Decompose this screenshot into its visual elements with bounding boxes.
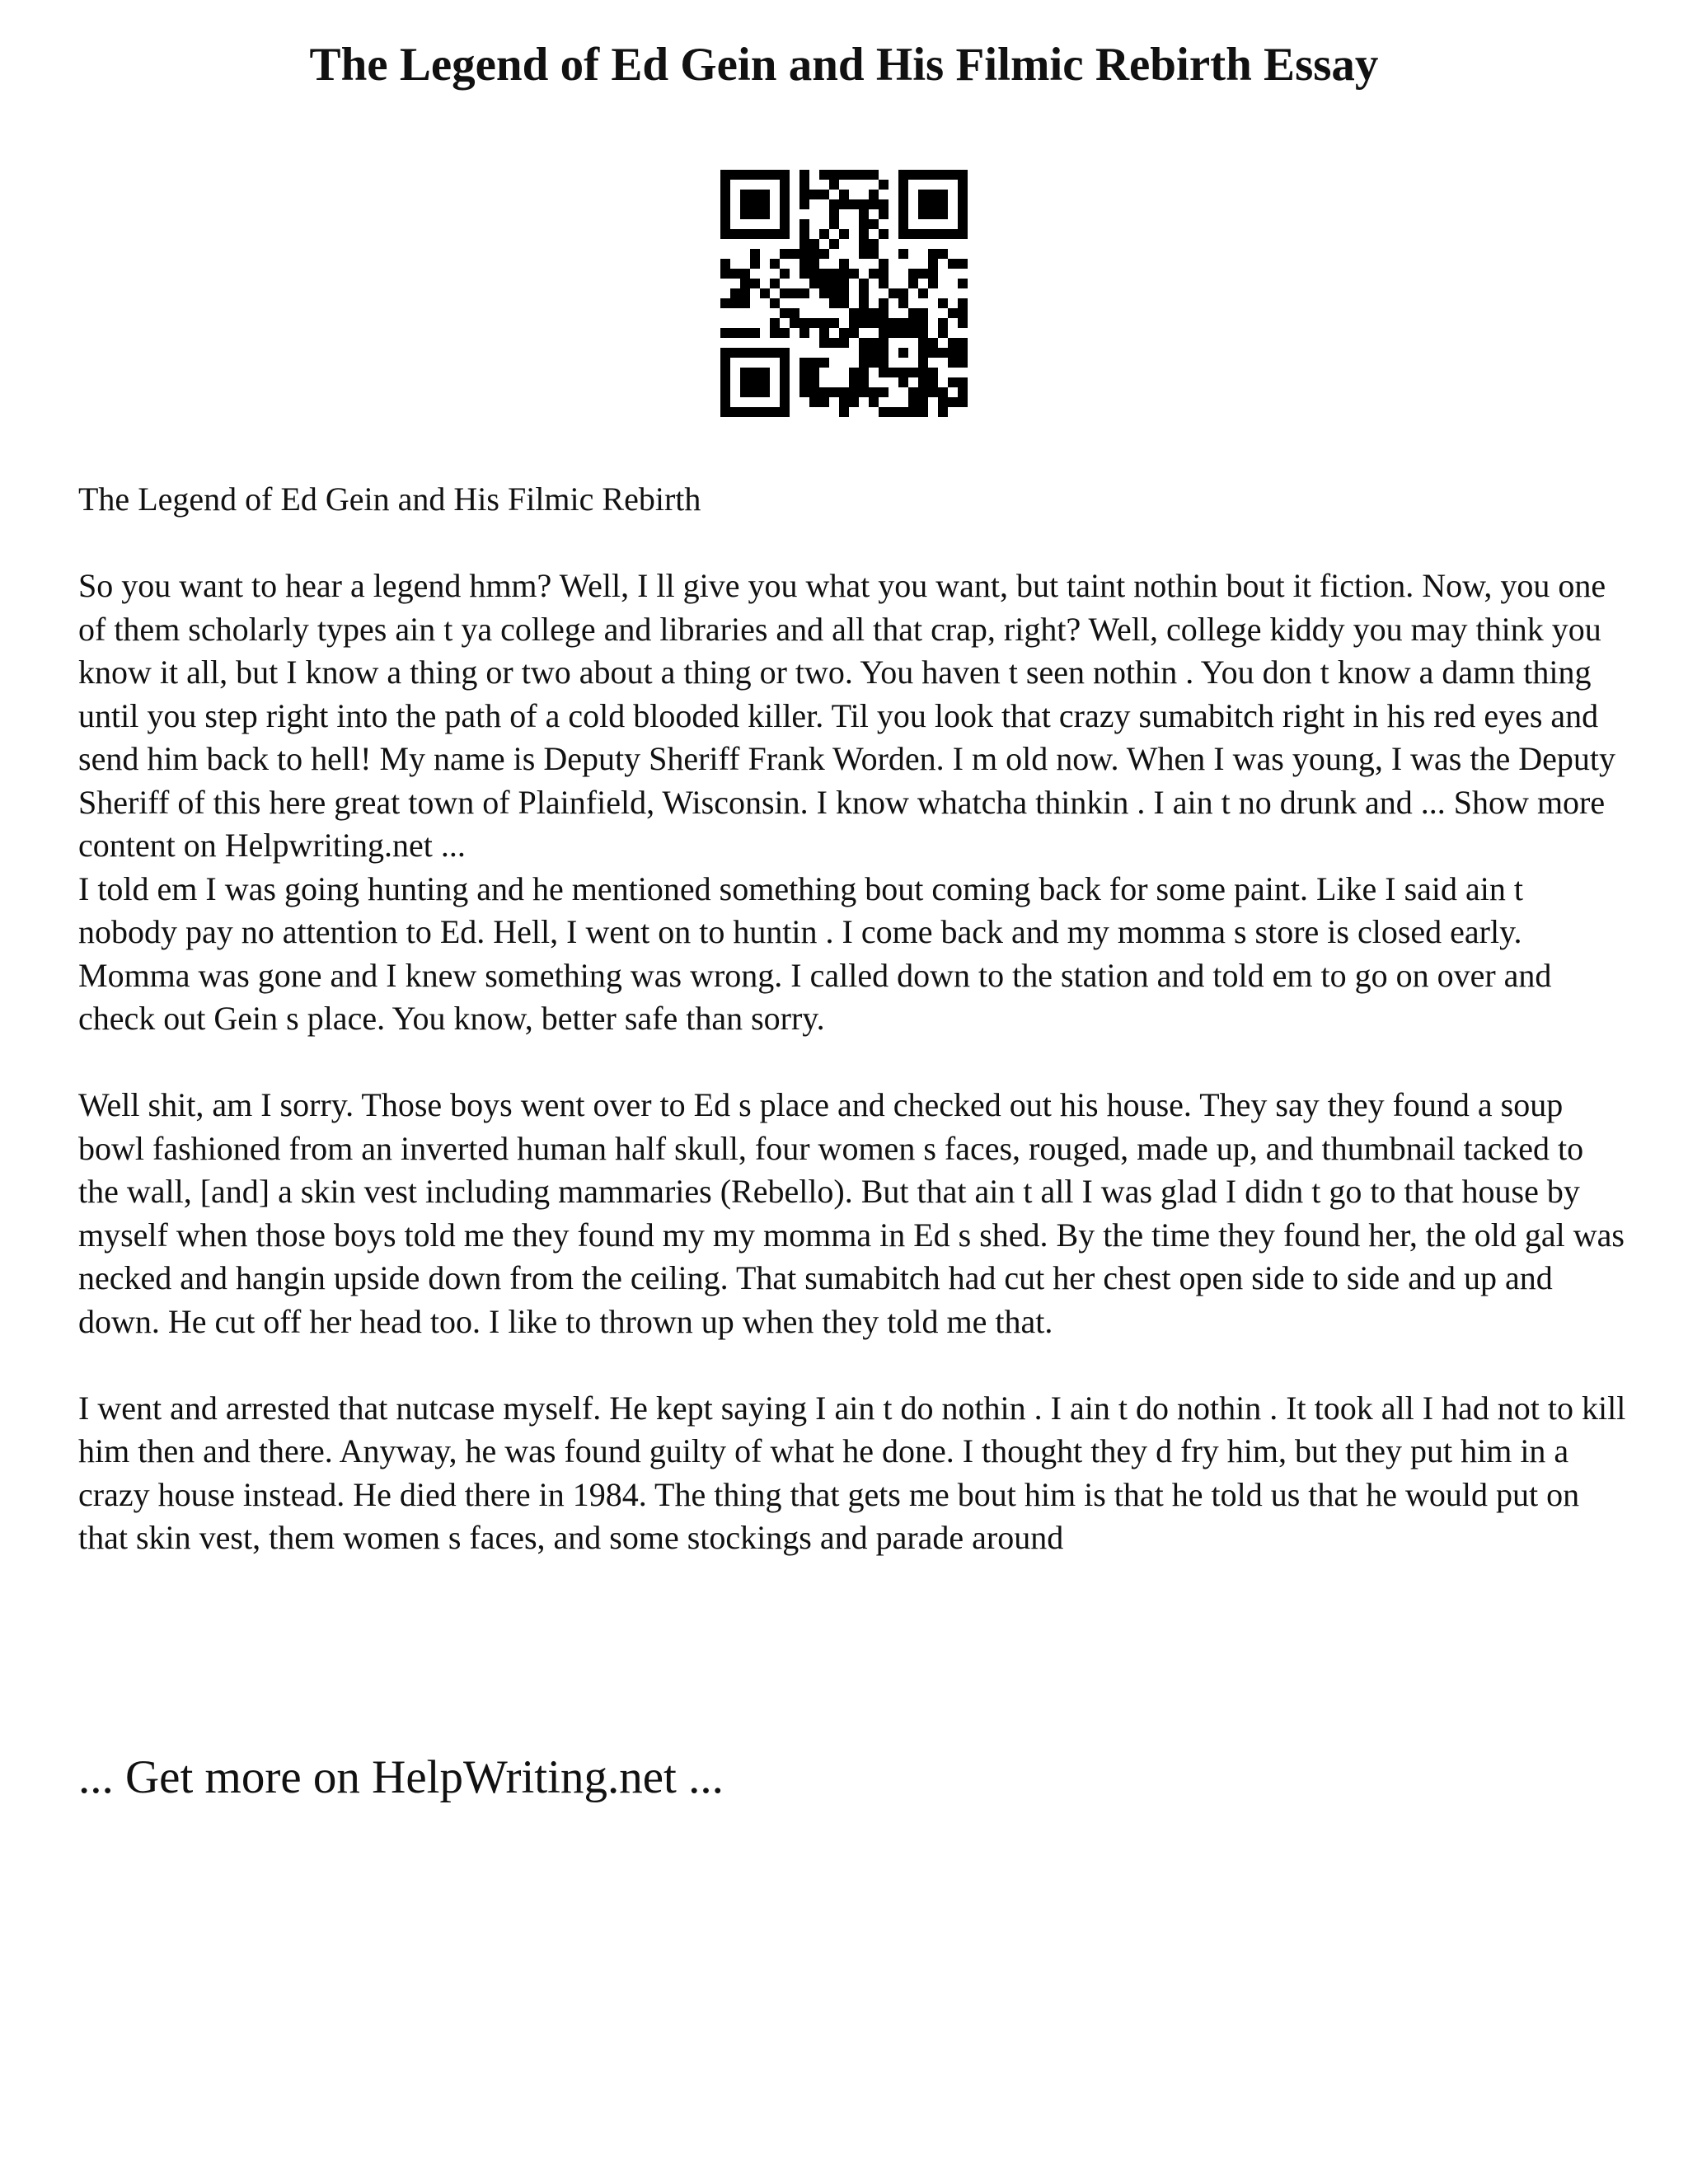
document-title: The Legend of Ed Gein and His Filmic Rebirth Essay	[309, 39, 1379, 91]
qr-code-icon	[720, 170, 968, 417]
get-more-link[interactable]: ... Get more on HelpWriting.net ...	[78, 1751, 724, 1803]
essay-paragraph: I went and arrested that nutcase myself. He kept saying I ain t do nothin . I ain t do nothin . It took all I had not to kill him then and there. Anyway, he was found guilty of what he done. I thought they d fry him, but they put him in a crazy house instead. He died there in 1984. The thing that gets me bout him is that he told us that he would put on that skin vest, them women s faces, and some stockings and parade around	[78, 1389, 1626, 1556]
essay-paragraph: Well shit, am I sorry. Those boys went over to Ed s place and checked out his house. They say they found a soup bowl fashioned from an inverted human half skull, four women s faces, rouged, made up, and thumbnail tacked to the wall, [and] a skin vest including mammaries (Rebello). But that ain t all I was glad I didn t go to that house by myself when those boys told me they found my my momma in Ed s shed. By the time they found her, the old gal was necked and hangin upside down from the ceiling. That sumabitch had cut her chest open side to side and up and down. He cut off her head too. I like to thrown up when they told me that.	[78, 1086, 1625, 1340]
essay-body	[78, 478, 1628, 1560]
essay-paragraph: So you want to hear a legend hmm? Well, I ll give you what you want, but taint nothin bout it fiction. Now, you one of them scholarly types ain t ya college and libraries and all that crap, right? Well, college kiddy you may think you know it all, but I know a thing or two about a thing or two. You haven t seen nothin . You don t know a damn thing until you step right into the path of a cold blooded killer. Til you look that crazy sumabitch right in his red eyes and send him back to hell! My name is Deputy Sheriff Frank Worden. I m old now. When I was young, I was the Deputy Sheriff of this here great town of Plainfield, Wisconsin. I know whatcha thinkin . I ain t no drunk and ... Show more content on Helpwriting.net ...	[78, 567, 1615, 864]
essay-paragraph: I told em I was going hunting and he mentioned something bout coming back for some paint. Like I said ain t nobody pay no attention to Ed. Hell, I went on to huntin . I come back and my momma s store is closed early. Momma was gone and I knew something was wrong. I called down to the station and told em to go on over and check out Gein s place. You know, better safe than sorry.	[78, 869, 1552, 1037]
essay-subtitle: The Legend of Ed Gein and His Filmic Rebirth	[78, 480, 701, 518]
